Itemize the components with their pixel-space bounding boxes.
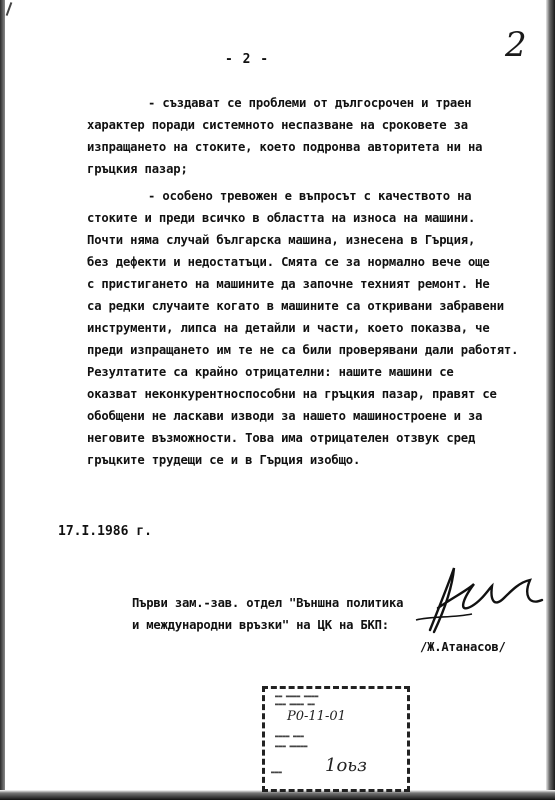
scan-edge-left <box>0 0 5 800</box>
stamp-printed-line: ▬▬▬ ▬▬▬▬ ▬▬ <box>275 701 315 708</box>
signature-title-line-1: Първи зам.-зав. отдел "Външна политика <box>132 596 404 610</box>
body-line: гръцкия пазар; <box>87 162 188 176</box>
body-line: Резултатите са крайно отрицателни: нашите машини се <box>87 365 454 379</box>
body-line: характер поради системното неспазване на сроковете за <box>87 118 468 132</box>
body-line: с пристигането на машините да започне техният ремонт. Не <box>87 277 490 291</box>
stamp-handwritten-mark: 1оьз <box>325 755 367 776</box>
scan-edge-right <box>546 0 555 800</box>
handwritten-signature <box>412 560 552 640</box>
page-number: - 2 - <box>225 52 270 67</box>
body-line: Почти няма случай българска машина, изнесена в Гърция, <box>87 233 476 247</box>
body-line: оказват неконкурентноспособни на гръцкия пазар, правят се <box>87 387 497 401</box>
body-line: - създават се проблеми от дългосрочен и траен <box>148 96 472 110</box>
body-line: неговите възможности. Това има отрицателен отзвук сред <box>87 431 476 445</box>
body-line: - особено тревожен е въпросът с качеството на <box>148 189 472 203</box>
handwritten-page-number: 2 <box>505 25 527 65</box>
body-line: изпращането на стоките, което подронва авторитета ни на <box>87 140 483 154</box>
body-line: обобщени не ласкави изводи за нашето машиностроене и за <box>87 409 483 423</box>
stamp-printed-line: ▬▬▬ <box>271 769 282 776</box>
stamp-printed-line: ▬▬▬ ▬▬▬▬▬ <box>275 743 308 750</box>
stamp-printed-line: ▬▬ ▬▬▬▬ ▬▬▬▬ <box>275 693 319 700</box>
body-line: без дефекти и недостатъци. Смята се за нормално вече още <box>87 255 490 269</box>
signatory-name: /Ж.Атанасов/ <box>420 640 506 654</box>
document-date: 17.I.1986 г. <box>58 524 152 539</box>
body-line: преди изпращането им те не са били проверявани дали работят. <box>87 343 519 357</box>
registration-stamp <box>262 686 410 792</box>
signature-title-line-2: и международни връзки" на ЦК на БКП: <box>132 618 389 632</box>
stamp-printed-line: ▬▬▬▬ ▬▬▬ <box>275 733 304 740</box>
body-line: гръцките трудещи се и в Гърция изобщо. <box>87 453 361 467</box>
body-line: са редки случаите когато в машините са откривани забравени <box>87 299 504 313</box>
corner-mark <box>6 2 13 16</box>
body-line: инструменти, липса на детайли и части, което показва, че <box>87 321 490 335</box>
stamp-handwritten-number: Р0-11-01 <box>287 709 346 724</box>
body-line: стоките и преди всичко в областта на износа на машини. <box>87 211 476 225</box>
